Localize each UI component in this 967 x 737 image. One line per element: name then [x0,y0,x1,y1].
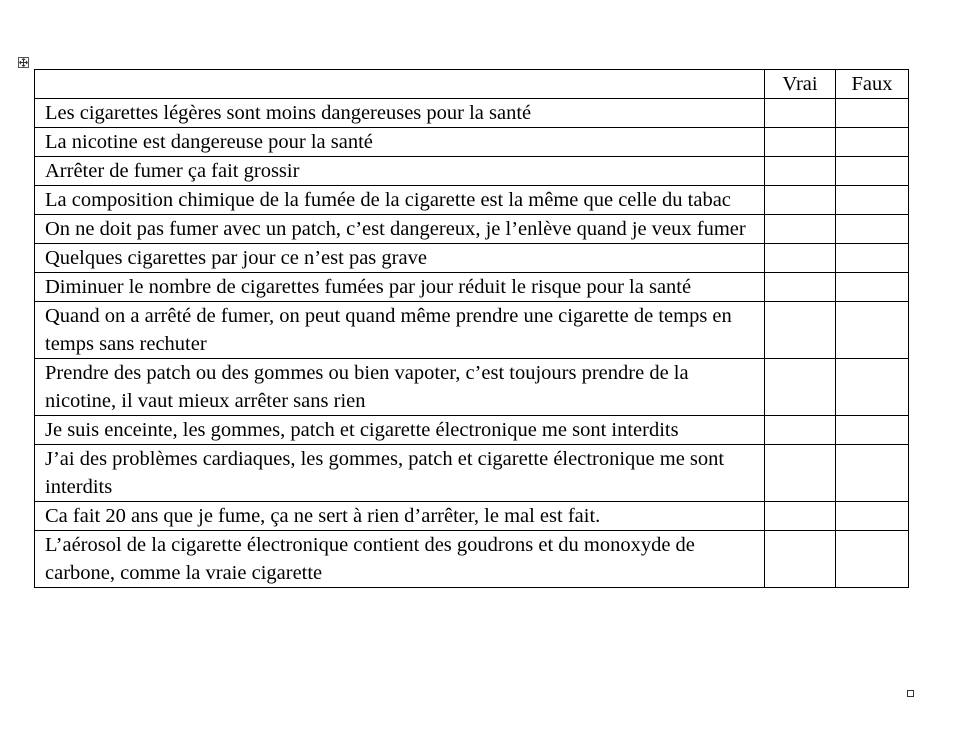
faux-answer-cell[interactable] [836,416,909,445]
faux-answer-cell[interactable] [836,99,909,128]
faux-answer-cell[interactable] [836,273,909,302]
table-row [35,99,909,128]
vrai-answer-cell[interactable] [765,359,836,416]
true-false-table [34,69,909,588]
table-row [35,416,909,445]
statement-cell: Quelques cigarettes par jour ce n’est pas grave [35,244,765,273]
faux-answer-cell[interactable] [836,186,909,215]
statement-cell: La nicotine est dangereuse pour la santé [35,128,765,157]
header-row [35,70,909,99]
statement-cell: Je suis enceinte, les gommes, patch et cigarette électronique me sont interdits [35,416,765,445]
table-row [35,186,909,215]
table-row [35,359,909,416]
table-row [35,531,909,588]
statement-cell: Quand on a arrêté de fumer, on peut quand même prendre une cigarette de temps en temps sans rechuter [35,302,765,359]
table-move-icon[interactable] [18,57,29,68]
statement-cell: Diminuer le nombre de cigarettes fumées par jour réduit le risque pour la santé [35,273,765,302]
faux-answer-cell[interactable] [836,531,909,588]
vrai-answer-cell[interactable] [765,215,836,244]
faux-answer-cell[interactable] [836,215,909,244]
table-row [35,502,909,531]
faux-header: Faux [836,70,909,99]
faux-answer-cell[interactable] [836,445,909,502]
statement-cell: L’aérosol de la cigarette électronique contient des goudrons et du monoxyde de carbone, comme la vraie cigarette [35,531,765,588]
table-row [35,273,909,302]
faux-answer-cell[interactable] [836,302,909,359]
statement-cell: J’ai des problèmes cardiaques, les gommes, patch et cigarette électronique me sont interdits [35,445,765,502]
vrai-answer-cell[interactable] [765,244,836,273]
vrai-answer-cell[interactable] [765,157,836,186]
statement-cell: On ne doit pas fumer avec un patch, c’est dangereux, je l’enlève quand je veux fumer [35,215,765,244]
faux-answer-cell[interactable] [836,157,909,186]
vrai-answer-cell[interactable] [765,416,836,445]
table-row [35,445,909,502]
vrai-answer-cell[interactable] [765,99,836,128]
faux-answer-cell[interactable] [836,359,909,416]
table-row [35,302,909,359]
table-resize-handle[interactable] [907,690,914,697]
vrai-answer-cell[interactable] [765,445,836,502]
vrai-header: Vrai [765,70,836,99]
table-row [35,215,909,244]
vrai-answer-cell[interactable] [765,273,836,302]
vrai-answer-cell[interactable] [765,186,836,215]
statement-cell: La composition chimique de la fumée de la cigarette est la même que celle du tabac [35,186,765,215]
statement-cell: Les cigarettes légères sont moins dangereuses pour la santé [35,99,765,128]
statement-cell: Prendre des patch ou des gommes ou bien vapoter, c’est toujours prendre de la nicotine, il vaut mieux arrêter sans rien [35,359,765,416]
table-row [35,244,909,273]
table-row [35,157,909,186]
vrai-answer-cell[interactable] [765,128,836,157]
vrai-answer-cell[interactable] [765,502,836,531]
faux-answer-cell[interactable] [836,128,909,157]
vrai-answer-cell[interactable] [765,302,836,359]
faux-answer-cell[interactable] [836,244,909,273]
statement-header-cell [35,70,765,99]
table-row [35,128,909,157]
statement-cell: Ca fait 20 ans que je fume, ça ne sert à rien d’arrêter, le mal est fait. [35,502,765,531]
faux-answer-cell[interactable] [836,502,909,531]
statement-cell: Arrêter de fumer ça fait grossir [35,157,765,186]
vrai-answer-cell[interactable] [765,531,836,588]
